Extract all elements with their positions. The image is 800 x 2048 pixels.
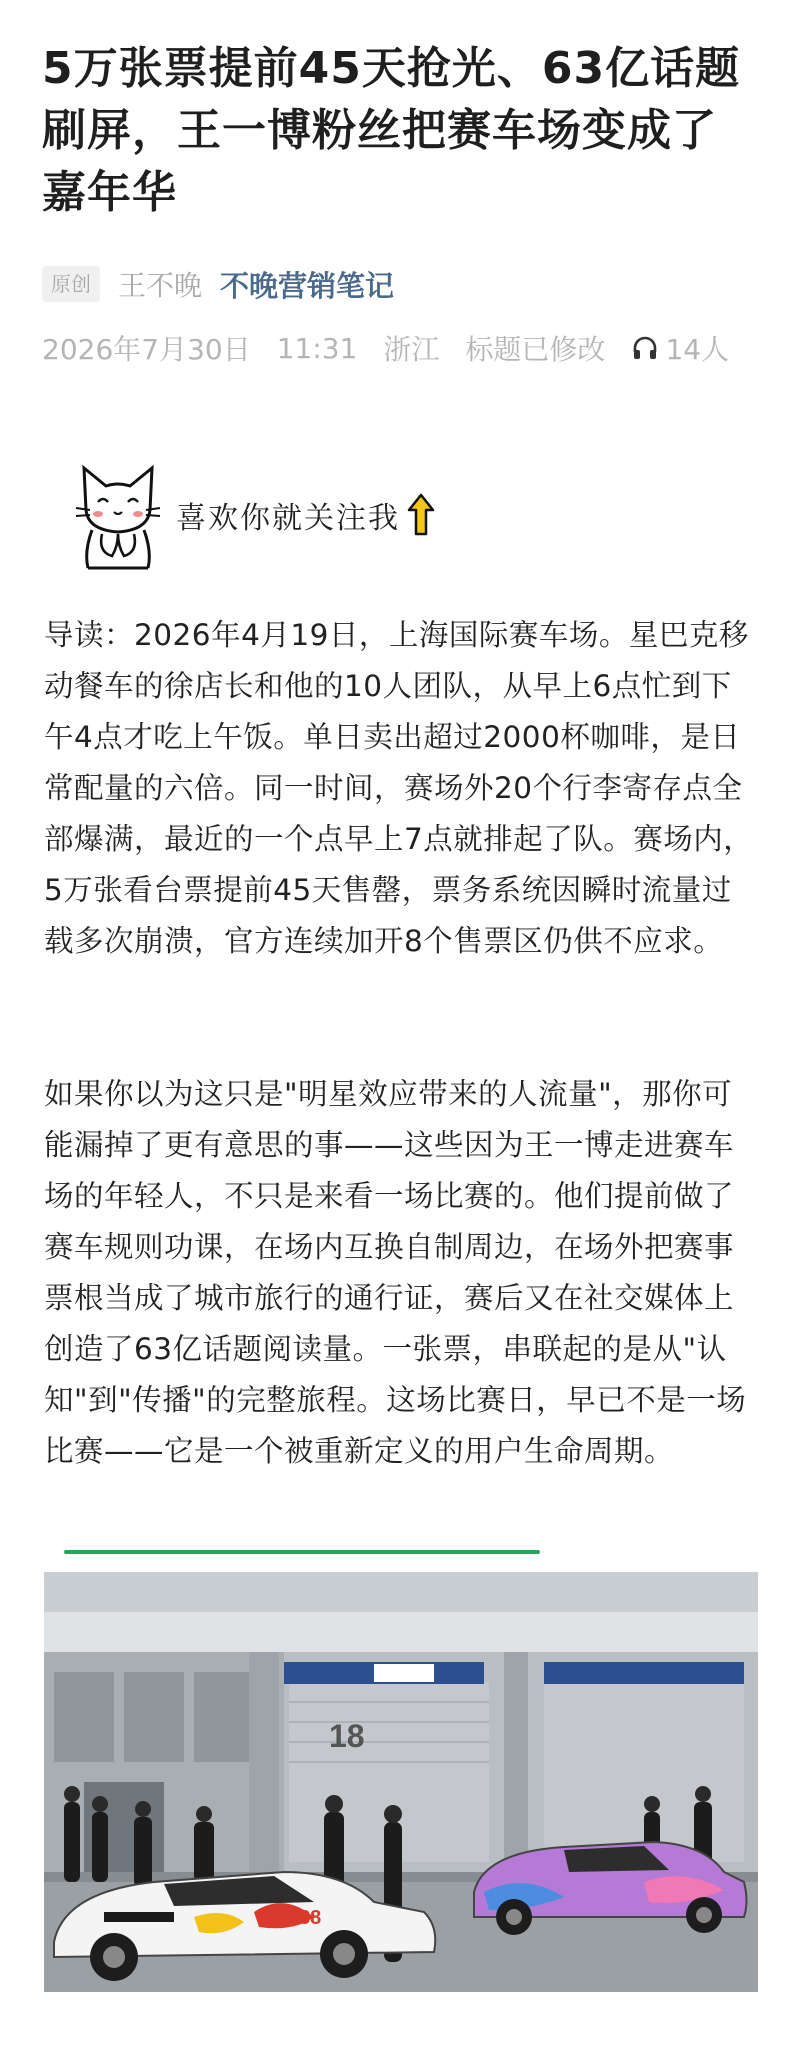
cat-illustration (72, 460, 164, 570)
follow-text: 喜欢你就关注我 (176, 501, 400, 536)
author-row (42, 262, 394, 306)
intro-paragraph: 导读：2026年4月19日，上海国际赛车场。星巴克移动餐车的徐店长和他的10人团队，从早上6点忙到下午4点才吃上午饭。单日卖出超过2000杯咖啡，是日常配量的六倍。同一时间，赛场外20个行李寄存点全部爆满，最近的一个点早上7点就排起了队。赛场内，5万张看台票提前45天售罄，票务系统因瞬时流量过载多次崩溃，官方连续加开8个售票区仍供不应求。 (44, 618, 754, 958)
listener-count: 14人 (665, 333, 730, 366)
garage-number: 18 (329, 1718, 365, 1754)
publish-region: 浙江 (383, 333, 440, 366)
title-edited-note: 标题已修改 (465, 333, 606, 366)
race-paddock-photo[interactable] (44, 1572, 758, 1992)
car-number: 88 (299, 1907, 322, 1929)
publish-date: 2026年7月30日 (42, 333, 251, 366)
original-badge: 原创 (42, 266, 100, 302)
article-title: 5万张票提前45天抢光、63亿话题刷屏，王一博粉丝把赛车场变成了嘉年华 (42, 43, 741, 218)
listen-button[interactable] (631, 328, 755, 368)
arrow-up-icon (406, 492, 436, 538)
publish-info-row (42, 326, 755, 370)
headphones-icon (631, 334, 659, 362)
photo-illustration (44, 1572, 758, 1992)
follow-banner[interactable] (72, 460, 436, 570)
author-name[interactable]: 王不晚 (118, 269, 203, 302)
highlight-underline (64, 1550, 540, 1554)
account-name[interactable]: 不晚营销笔记 (220, 268, 395, 303)
publish-time: 11:31 (276, 331, 358, 365)
body-paragraph: 如果你以为这只是"明星效应带来的人流量"，那你可能漏掉了更有意思的事——这些因为王一博走进赛车场的年轻人，不只是来看一场比赛的。他们提前做了赛车规则功课，在场内互换自制周边，在场外把赛事票根当成了城市旅行的通行证，赛后又在社交媒体上创造了63亿话题阅读量。一张票，串联起的是从"认知"到"传播"的完整旅程。这场比赛日，早已不是一场比赛——它是一个被重新定义的用户生命周期。 (44, 1077, 747, 1468)
